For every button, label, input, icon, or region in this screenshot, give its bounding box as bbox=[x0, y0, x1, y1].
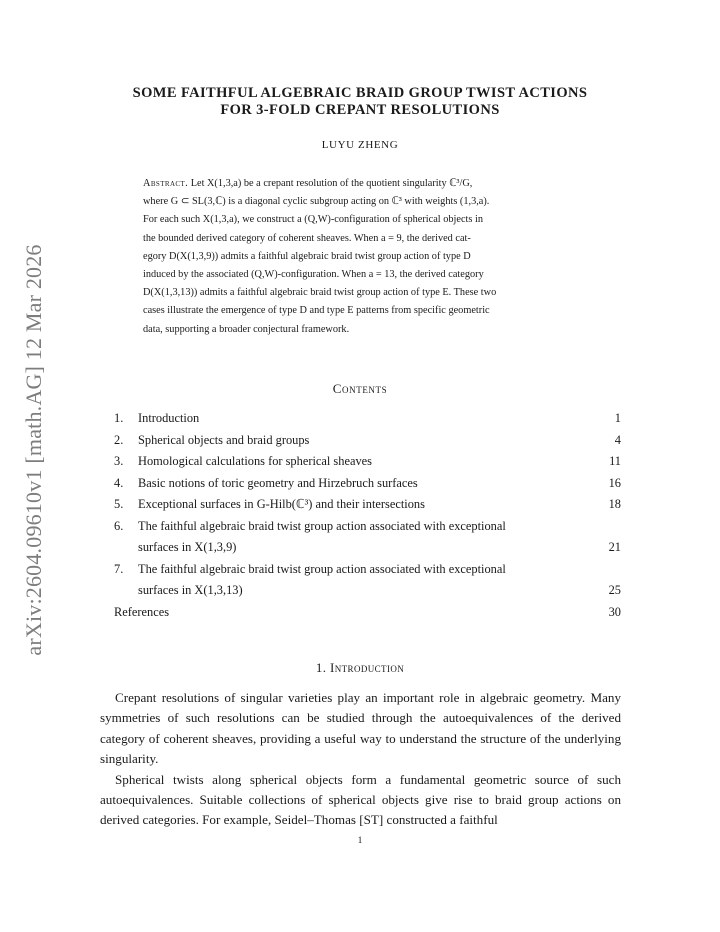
toc-entry-spherical-objects[interactable]: 2. Spherical objects and braid groups 4 bbox=[114, 432, 621, 447]
arxiv-stamp[interactable]: arXiv:2604.09610v1 [math.AG] 12 Mar 2026 bbox=[21, 244, 46, 656]
abstract-line: data, supporting a broader conjectural framework. bbox=[143, 323, 350, 335]
abstract-line: egory D(X(1,3,9)) admits a faithful algebraic braid twist group action of type D bbox=[143, 250, 471, 262]
paragraph: Spherical twists along spherical objects form a fundamental geometric source of such autoequivalences. Suitable collections of spherical objects give rise to braid group actions on derived categories. For example, Seidel–Thomas [ST] constructed a faithful bbox=[100, 771, 621, 828]
abstract-line: cases illustrate the emergence of type D and type E patterns from specific geometric bbox=[143, 305, 490, 317]
toc-entry-type-d-action-cont[interactable]: surfaces in X(1,3,9) 21 bbox=[138, 540, 621, 554]
author-name: LUYU ZHENG bbox=[321, 139, 399, 151]
toc-entry-type-e-action[interactable]: 7. The faithful algebraic braid twist group action associated with exceptional bbox=[114, 561, 506, 576]
abstract-line: D(X(1,3,13)) admits a faithful algebraic braid twist group action of type E. These two bbox=[143, 287, 497, 299]
toc-entry-type-e-action-cont[interactable]: surfaces in X(1,3,13) 25 bbox=[138, 583, 621, 597]
arxiv-stamp-area bbox=[14, 240, 54, 660]
title-line-1: SOME FAITHFUL ALGEBRAIC BRAID GROUP TWIST ACTIONS bbox=[132, 85, 588, 101]
abstract-line: Abstract. Let X(1,3,a) be a crepant resolution of the quotient singularity ℂ³/G, bbox=[143, 178, 473, 189]
toc-entry-exceptional-surfaces[interactable]: 5. Exceptional surfaces in G-Hilb(ℂ³) and their intersections 18 bbox=[114, 497, 621, 511]
toc-entry-toric-geometry[interactable]: 4. Basic notions of toric geometry and Hirzebruch surfaces 16 bbox=[114, 475, 621, 490]
abstract bbox=[143, 175, 580, 339]
abstract-label: Abstract. bbox=[143, 178, 189, 189]
contents-heading: Contents bbox=[332, 381, 388, 396]
abstract-line: the bounded derived category of coherent sheaves. When a = 9, the derived cat- bbox=[143, 232, 471, 244]
page-number: 1 bbox=[357, 836, 363, 846]
abstract-line: For each such X(1,3,a), we construct a (Q,W)-configuration of spherical objects in bbox=[143, 214, 483, 226]
toc-entry-references[interactable]: References 30 bbox=[114, 604, 621, 619]
paragraph: Crepant resolutions of singular varieties play an important role in algebraic geometry. Many symmetries of such resolutions can be studied through the autoequivalences of the derived category of coherent sheaves, providing a useful way to understand the structure of the underlying singularity. bbox=[100, 690, 621, 767]
toc-entry-type-d-action[interactable]: 6. The faithful algebraic braid twist group action associated with exceptional bbox=[114, 518, 506, 533]
toc-entry-introduction[interactable]: 1. Introduction 1 bbox=[114, 411, 621, 425]
title-line-2: FOR 3-FOLD CREPANT RESOLUTIONS bbox=[220, 102, 500, 118]
abstract-line: where G ⊂ SL(3,ℂ) is a diagonal cyclic subgroup acting on ℂ³ with weights (1,3,a). bbox=[143, 196, 490, 208]
introduction-body bbox=[100, 688, 621, 831]
paper-title bbox=[100, 85, 620, 119]
section-heading-introduction: 1. Introduction bbox=[315, 660, 405, 675]
table-of-contents bbox=[114, 408, 621, 623]
toc-entry-homological-calculations[interactable]: 3. Homological calculations for spherical sheaves 11 bbox=[114, 454, 621, 468]
abstract-line: induced by the associated (Q,W)-configuration. When a = 13, the derived category bbox=[143, 269, 484, 281]
